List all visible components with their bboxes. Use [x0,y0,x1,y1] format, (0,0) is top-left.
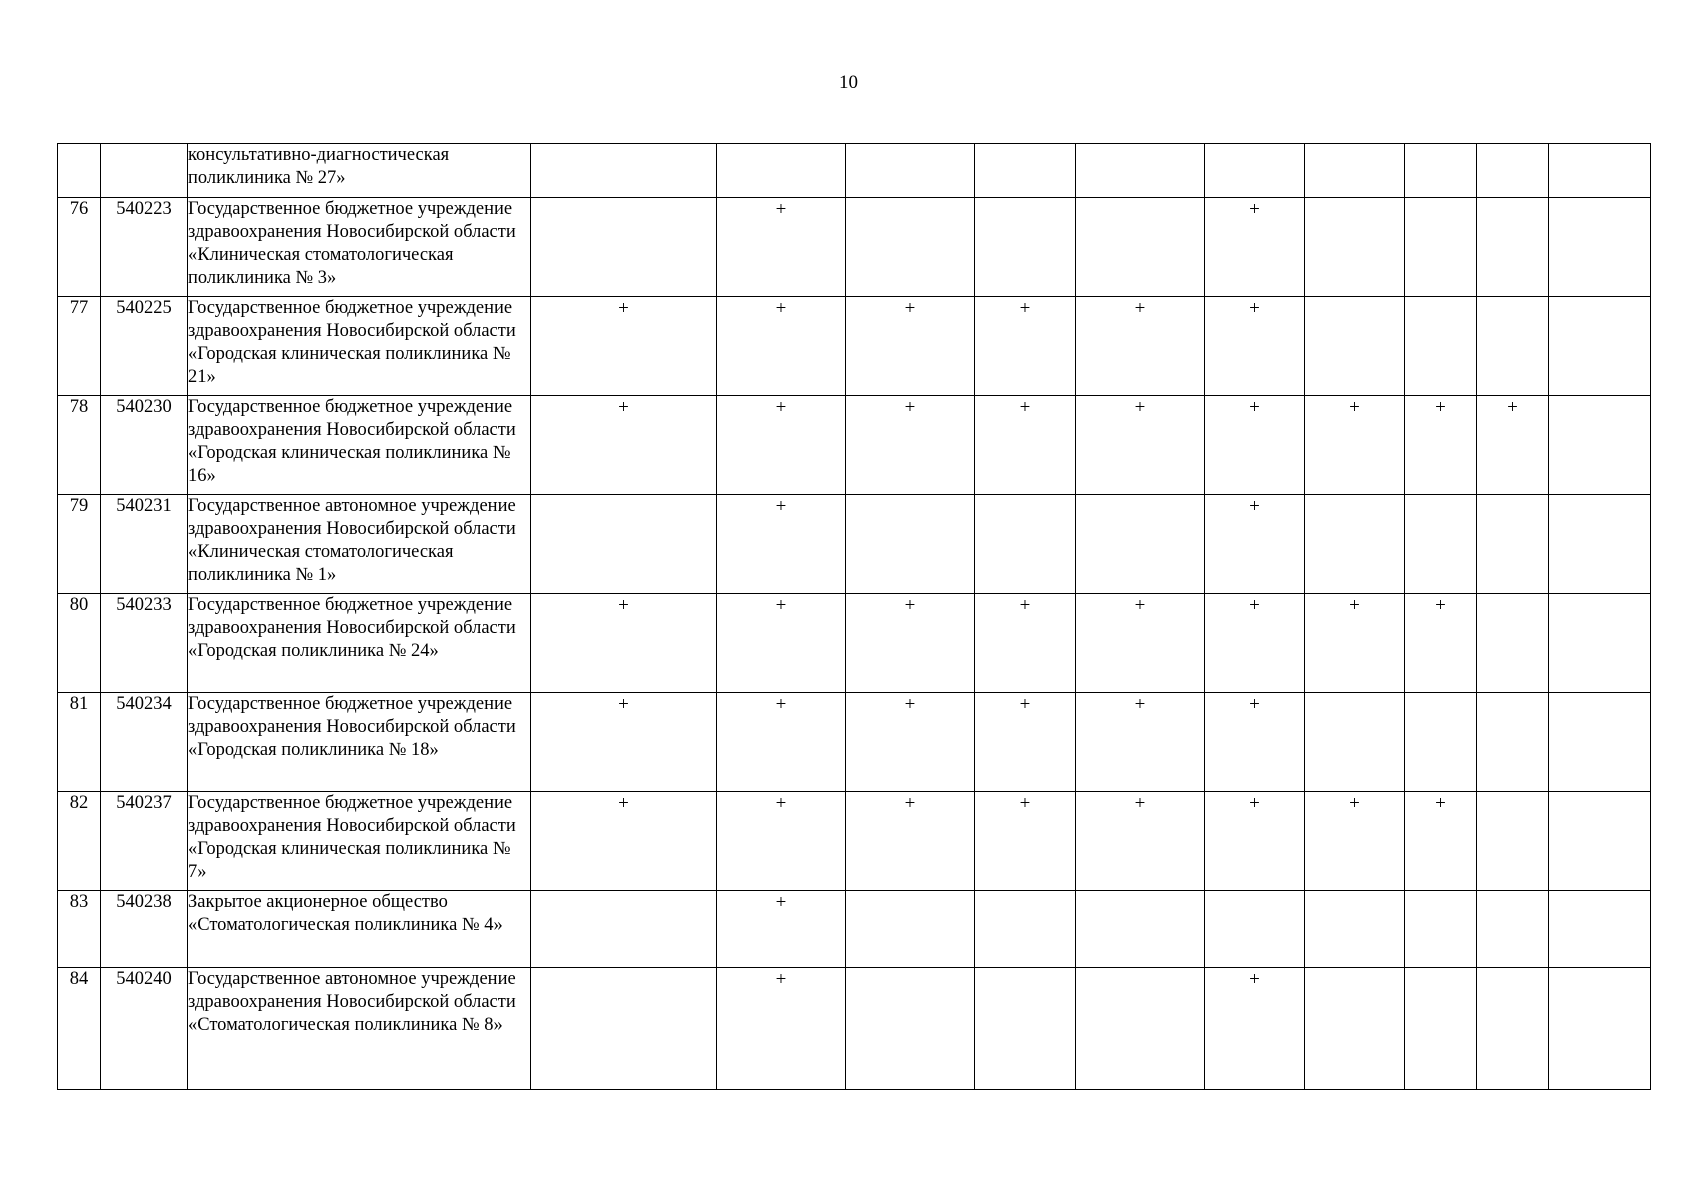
mark-cell-10 [1549,968,1651,1090]
mark-cell-1 [531,495,717,594]
organization-name-cell: Государственное бюджетное учреждение здравоохранения Новосибирской области «Городская поликлиника № 24» [188,594,531,693]
mark-cell-10 [1549,144,1651,198]
mark-cell-2: + [717,693,846,792]
mark-cell-1 [531,968,717,1090]
mark-cell-4 [975,198,1076,297]
mark-cell-9 [1477,792,1549,891]
mark-cell-4: + [975,594,1076,693]
mark-cell-8 [1405,144,1477,198]
mark-cell-9: + [1477,396,1549,495]
mark-cell-6: + [1205,594,1305,693]
mark-cell-7 [1305,297,1405,396]
mark-cell-4: + [975,297,1076,396]
mark-cell-6: + [1205,396,1305,495]
organization-code-cell: 540240 [101,968,188,1090]
mark-cell-6 [1205,144,1305,198]
row-number-cell: 77 [58,297,101,396]
mark-cell-9 [1477,297,1549,396]
organization-code-cell: 540223 [101,198,188,297]
row-number-cell [58,144,101,198]
mark-cell-8 [1405,968,1477,1090]
mark-cell-8 [1405,198,1477,297]
mark-cell-4: + [975,396,1076,495]
mark-cell-5 [1076,968,1205,1090]
mark-cell-8: + [1405,792,1477,891]
organization-name-cell: Государственное бюджетное учреждение здравоохранения Новосибирской области «Городская клиническая поликлиника № 7» [188,792,531,891]
row-number-cell: 79 [58,495,101,594]
mark-cell-5 [1076,144,1205,198]
table-row [58,693,1651,792]
mark-cell-5: + [1076,297,1205,396]
mark-cell-6: + [1205,693,1305,792]
table-row [58,396,1651,495]
registry-table [57,143,1651,1090]
mark-cell-2 [717,144,846,198]
page-number: 10 [839,72,858,93]
organization-name-cell: консультативно-диагностическая поликлиника № 27» [188,144,531,198]
table-row [58,792,1651,891]
mark-cell-8 [1405,495,1477,594]
mark-cell-1 [531,198,717,297]
row-number-cell: 82 [58,792,101,891]
mark-cell-10 [1549,693,1651,792]
mark-cell-4 [975,891,1076,968]
table-row [58,198,1651,297]
organization-name-cell: Государственное бюджетное учреждение здравоохранения Новосибирской области «Клиническая стоматологическая поликлиника № 3» [188,198,531,297]
organization-code-cell: 540233 [101,594,188,693]
mark-cell-6: + [1205,198,1305,297]
mark-cell-3 [846,144,975,198]
mark-cell-5 [1076,495,1205,594]
table-row [58,891,1651,968]
organization-code-cell: 540230 [101,396,188,495]
row-number-cell: 84 [58,968,101,1090]
mark-cell-7 [1305,891,1405,968]
mark-cell-10 [1549,792,1651,891]
mark-cell-2: + [717,594,846,693]
mark-cell-7 [1305,144,1405,198]
mark-cell-5: + [1076,396,1205,495]
mark-cell-2: + [717,968,846,1090]
mark-cell-8 [1405,297,1477,396]
mark-cell-7 [1305,495,1405,594]
mark-cell-3: + [846,396,975,495]
mark-cell-1: + [531,693,717,792]
mark-cell-1 [531,144,717,198]
organization-code-cell: 540238 [101,891,188,968]
organization-code-cell [101,144,188,198]
row-number-cell: 80 [58,594,101,693]
mark-cell-10 [1549,495,1651,594]
mark-cell-5: + [1076,792,1205,891]
organization-name-cell: Государственное бюджетное учреждение здравоохранения Новосибирской области «Городская клиническая поликлиника № 16» [188,396,531,495]
row-number-cell: 76 [58,198,101,297]
mark-cell-9 [1477,495,1549,594]
mark-cell-6: + [1205,968,1305,1090]
table-row [58,297,1651,396]
organization-code-cell: 540237 [101,792,188,891]
mark-cell-2: + [717,495,846,594]
mark-cell-3: + [846,297,975,396]
mark-cell-8: + [1405,594,1477,693]
mark-cell-2: + [717,792,846,891]
organization-code-cell: 540234 [101,693,188,792]
organization-code-cell: 540231 [101,495,188,594]
mark-cell-7 [1305,198,1405,297]
mark-cell-3: + [846,792,975,891]
organization-name-cell: Государственное бюджетное учреждение здравоохранения Новосибирской области «Городская поликлиника № 18» [188,693,531,792]
mark-cell-10 [1549,396,1651,495]
mark-cell-4: + [975,693,1076,792]
mark-cell-3 [846,891,975,968]
mark-cell-4 [975,144,1076,198]
organization-code-cell: 540225 [101,297,188,396]
mark-cell-7 [1305,968,1405,1090]
mark-cell-4 [975,495,1076,594]
mark-cell-2: + [717,198,846,297]
table-row [58,968,1651,1090]
row-number-cell: 83 [58,891,101,968]
mark-cell-10 [1549,594,1651,693]
mark-cell-3 [846,968,975,1090]
mark-cell-6 [1205,891,1305,968]
mark-cell-3 [846,198,975,297]
mark-cell-6: + [1205,495,1305,594]
mark-cell-8 [1405,891,1477,968]
mark-cell-9 [1477,693,1549,792]
mark-cell-7: + [1305,396,1405,495]
organization-name-cell: Государственное автономное учреждение здравоохранения Новосибирской области «Стоматологическая поликлиника № 8» [188,968,531,1090]
mark-cell-1: + [531,594,717,693]
mark-cell-6: + [1205,297,1305,396]
mark-cell-8: + [1405,396,1477,495]
table-row [58,495,1651,594]
mark-cell-5 [1076,891,1205,968]
mark-cell-1: + [531,297,717,396]
mark-cell-2: + [717,396,846,495]
table-row [58,594,1651,693]
mark-cell-5: + [1076,693,1205,792]
mark-cell-8 [1405,693,1477,792]
mark-cell-1: + [531,792,717,891]
mark-cell-9 [1477,198,1549,297]
mark-cell-7: + [1305,594,1405,693]
mark-cell-3: + [846,594,975,693]
mark-cell-6: + [1205,792,1305,891]
mark-cell-4: + [975,792,1076,891]
mark-cell-1 [531,891,717,968]
row-number-cell: 81 [58,693,101,792]
mark-cell-9 [1477,144,1549,198]
mark-cell-3: + [846,693,975,792]
organization-name-cell: Государственное бюджетное учреждение здравоохранения Новосибирской области «Городская клиническая поликлиника № 21» [188,297,531,396]
organization-name-cell: Закрытое акционерное общество «Стоматологическая поликлиника № 4» [188,891,531,968]
mark-cell-3 [846,495,975,594]
mark-cell-2: + [717,891,846,968]
table-row [58,144,1651,198]
mark-cell-5 [1076,198,1205,297]
mark-cell-9 [1477,968,1549,1090]
row-number-cell: 78 [58,396,101,495]
mark-cell-7 [1305,693,1405,792]
mark-cell-5: + [1076,594,1205,693]
mark-cell-10 [1549,198,1651,297]
mark-cell-7: + [1305,792,1405,891]
mark-cell-9 [1477,891,1549,968]
mark-cell-4 [975,968,1076,1090]
mark-cell-2: + [717,297,846,396]
mark-cell-1: + [531,396,717,495]
organization-name-cell: Государственное автономное учреждение здравоохранения Новосибирской области «Клиническая стоматологическая поликлиника № 1» [188,495,531,594]
mark-cell-10 [1549,297,1651,396]
mark-cell-9 [1477,594,1549,693]
mark-cell-10 [1549,891,1651,968]
